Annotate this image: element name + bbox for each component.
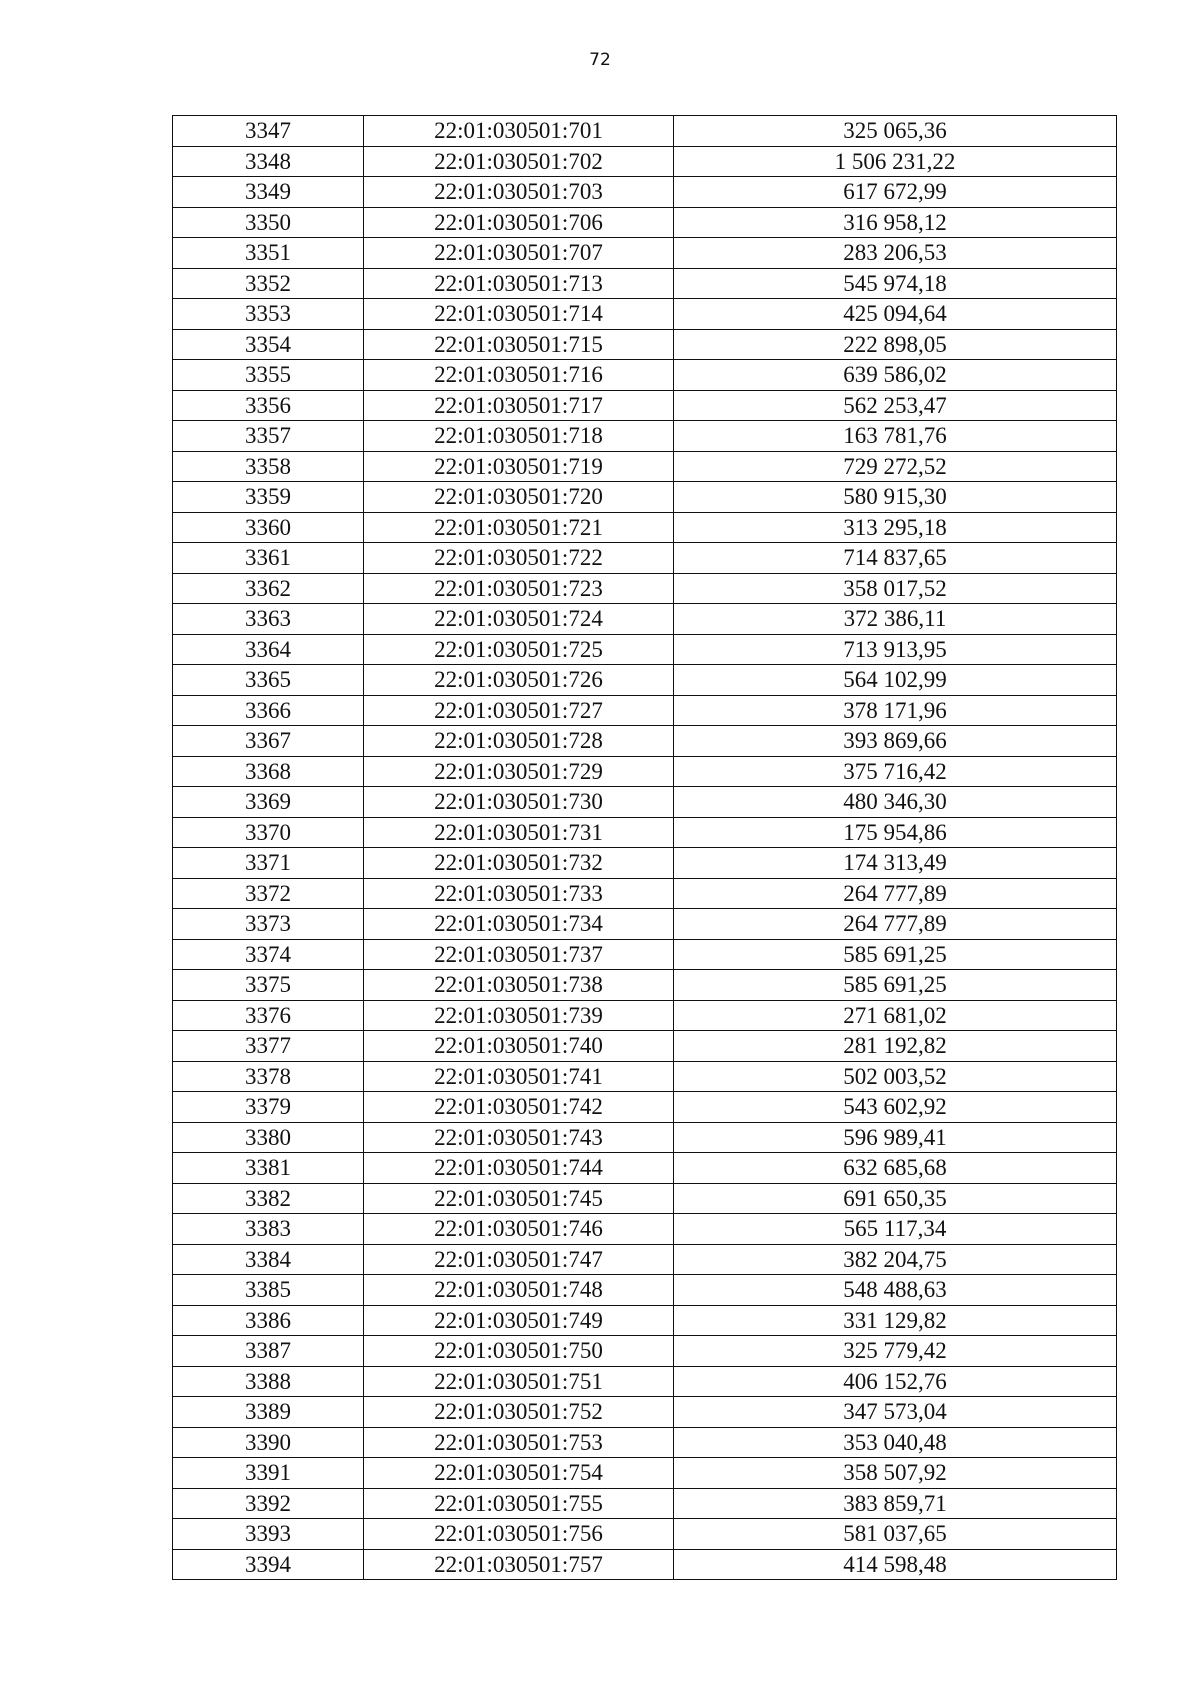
cadastral-value-cell: 358 017,52 bbox=[674, 573, 1117, 604]
row-number-cell: 3354 bbox=[173, 329, 364, 360]
table-row bbox=[173, 970, 1117, 1001]
cadastral-number-cell: 22:01:030501:748 bbox=[364, 1275, 674, 1306]
cadastral-number-cell: 22:01:030501:728 bbox=[364, 726, 674, 757]
cadastral-value-cell: 174 313,49 bbox=[674, 848, 1117, 879]
row-number-cell: 3365 bbox=[173, 665, 364, 696]
table-row bbox=[173, 665, 1117, 696]
cadastral-value-cell: 264 777,89 bbox=[674, 909, 1117, 940]
row-number-cell: 3390 bbox=[173, 1427, 364, 1458]
table-row bbox=[173, 329, 1117, 360]
row-number-cell: 3391 bbox=[173, 1458, 364, 1489]
table-row bbox=[173, 451, 1117, 482]
cadastral-value-cell: 347 573,04 bbox=[674, 1397, 1117, 1428]
table-row bbox=[173, 726, 1117, 757]
cadastral-value-cell: 264 777,89 bbox=[674, 878, 1117, 909]
row-number-cell: 3392 bbox=[173, 1488, 364, 1519]
cadastral-value-cell: 691 650,35 bbox=[674, 1183, 1117, 1214]
cadastral-value-cell: 545 974,18 bbox=[674, 268, 1117, 299]
cadastral-number-cell: 22:01:030501:740 bbox=[364, 1031, 674, 1062]
table-row bbox=[173, 421, 1117, 452]
table-row bbox=[173, 299, 1117, 330]
row-number-cell: 3353 bbox=[173, 299, 364, 330]
row-number-cell: 3383 bbox=[173, 1214, 364, 1245]
cadastral-value-cell: 632 685,68 bbox=[674, 1153, 1117, 1184]
cadastral-number-cell: 22:01:030501:706 bbox=[364, 207, 674, 238]
cadastral-number-cell: 22:01:030501:713 bbox=[364, 268, 674, 299]
cadastral-value-cell: 325 779,42 bbox=[674, 1336, 1117, 1367]
cadastral-number-cell: 22:01:030501:739 bbox=[364, 1000, 674, 1031]
cadastral-number-cell: 22:01:030501:744 bbox=[364, 1153, 674, 1184]
table-row bbox=[173, 817, 1117, 848]
table-row bbox=[173, 1122, 1117, 1153]
table-row bbox=[173, 1366, 1117, 1397]
cadastral-number-cell: 22:01:030501:707 bbox=[364, 238, 674, 269]
cadastral-value-cell: 543 602,92 bbox=[674, 1092, 1117, 1123]
row-number-cell: 3379 bbox=[173, 1092, 364, 1123]
cadastral-number-cell: 22:01:030501:702 bbox=[364, 146, 674, 177]
cadastral-number-cell: 22:01:030501:734 bbox=[364, 909, 674, 940]
cadastral-number-cell: 22:01:030501:722 bbox=[364, 543, 674, 574]
cadastral-number-cell: 22:01:030501:720 bbox=[364, 482, 674, 513]
cadastral-value-cell: 596 989,41 bbox=[674, 1122, 1117, 1153]
table-row bbox=[173, 1549, 1117, 1580]
row-number-cell: 3360 bbox=[173, 512, 364, 543]
cadastral-value-cell: 353 040,48 bbox=[674, 1427, 1117, 1458]
cadastral-number-cell: 22:01:030501:743 bbox=[364, 1122, 674, 1153]
cadastral-number-cell: 22:01:030501:756 bbox=[364, 1519, 674, 1550]
row-number-cell: 3372 bbox=[173, 878, 364, 909]
cadastral-number-cell: 22:01:030501:742 bbox=[364, 1092, 674, 1123]
cadastral-number-cell: 22:01:030501:749 bbox=[364, 1305, 674, 1336]
cadastral-number-cell: 22:01:030501:746 bbox=[364, 1214, 674, 1245]
cadastral-value-cell: 565 117,34 bbox=[674, 1214, 1117, 1245]
cadastral-value-cell: 406 152,76 bbox=[674, 1366, 1117, 1397]
cadastral-value-table bbox=[172, 115, 1117, 1580]
cadastral-value-cell: 1 506 231,22 bbox=[674, 146, 1117, 177]
cadastral-value-cell: 283 206,53 bbox=[674, 238, 1117, 269]
cadastral-number-cell: 22:01:030501:731 bbox=[364, 817, 674, 848]
row-number-cell: 3363 bbox=[173, 604, 364, 635]
cadastral-value-cell: 425 094,64 bbox=[674, 299, 1117, 330]
row-number-cell: 3380 bbox=[173, 1122, 364, 1153]
row-number-cell: 3388 bbox=[173, 1366, 364, 1397]
cadastral-value-cell: 383 859,71 bbox=[674, 1488, 1117, 1519]
table-row bbox=[173, 1244, 1117, 1275]
cadastral-number-cell: 22:01:030501:751 bbox=[364, 1366, 674, 1397]
table-row bbox=[173, 1336, 1117, 1367]
table-row bbox=[173, 604, 1117, 635]
row-number-cell: 3347 bbox=[173, 116, 364, 147]
table-row bbox=[173, 512, 1117, 543]
cadastral-number-cell: 22:01:030501:726 bbox=[364, 665, 674, 696]
table-row bbox=[173, 573, 1117, 604]
cadastral-number-cell: 22:01:030501:747 bbox=[364, 1244, 674, 1275]
cadastral-number-cell: 22:01:030501:750 bbox=[364, 1336, 674, 1367]
table-body bbox=[173, 116, 1117, 1580]
page-number: 72 bbox=[589, 50, 611, 70]
row-number-cell: 3382 bbox=[173, 1183, 364, 1214]
cadastral-value-cell: 480 346,30 bbox=[674, 787, 1117, 818]
cadastral-number-cell: 22:01:030501:724 bbox=[364, 604, 674, 635]
table-row bbox=[173, 1000, 1117, 1031]
table-row bbox=[173, 1519, 1117, 1550]
cadastral-value-cell: 548 488,63 bbox=[674, 1275, 1117, 1306]
table-row bbox=[173, 1305, 1117, 1336]
table-row bbox=[173, 116, 1117, 147]
cadastral-value-cell: 714 837,65 bbox=[674, 543, 1117, 574]
table-row bbox=[173, 238, 1117, 269]
cadastral-number-cell: 22:01:030501:752 bbox=[364, 1397, 674, 1428]
cadastral-value-cell: 564 102,99 bbox=[674, 665, 1117, 696]
cadastral-number-cell: 22:01:030501:703 bbox=[364, 177, 674, 208]
table-row bbox=[173, 878, 1117, 909]
table-row bbox=[173, 1092, 1117, 1123]
row-number-cell: 3356 bbox=[173, 390, 364, 421]
table-row bbox=[173, 482, 1117, 513]
table-row bbox=[173, 1397, 1117, 1428]
table-row bbox=[173, 1488, 1117, 1519]
cadastral-value-cell: 271 681,02 bbox=[674, 1000, 1117, 1031]
row-number-cell: 3376 bbox=[173, 1000, 364, 1031]
row-number-cell: 3371 bbox=[173, 848, 364, 879]
cadastral-number-cell: 22:01:030501:733 bbox=[364, 878, 674, 909]
cadastral-value-cell: 414 598,48 bbox=[674, 1549, 1117, 1580]
cadastral-number-cell: 22:01:030501:725 bbox=[364, 634, 674, 665]
row-number-cell: 3374 bbox=[173, 939, 364, 970]
row-number-cell: 3348 bbox=[173, 146, 364, 177]
cadastral-value-cell: 617 672,99 bbox=[674, 177, 1117, 208]
cadastral-value-cell: 382 204,75 bbox=[674, 1244, 1117, 1275]
table-row bbox=[173, 177, 1117, 208]
row-number-cell: 3359 bbox=[173, 482, 364, 513]
cadastral-number-cell: 22:01:030501:714 bbox=[364, 299, 674, 330]
table-row bbox=[173, 360, 1117, 391]
table-row bbox=[173, 268, 1117, 299]
cadastral-number-cell: 22:01:030501:737 bbox=[364, 939, 674, 970]
table-row bbox=[173, 207, 1117, 238]
cadastral-value-cell: 375 716,42 bbox=[674, 756, 1117, 787]
row-number-cell: 3394 bbox=[173, 1549, 364, 1580]
cadastral-value-cell: 316 958,12 bbox=[674, 207, 1117, 238]
cadastral-number-cell: 22:01:030501:738 bbox=[364, 970, 674, 1001]
row-number-cell: 3381 bbox=[173, 1153, 364, 1184]
row-number-cell: 3357 bbox=[173, 421, 364, 452]
row-number-cell: 3373 bbox=[173, 909, 364, 940]
cadastral-number-cell: 22:01:030501:723 bbox=[364, 573, 674, 604]
row-number-cell: 3364 bbox=[173, 634, 364, 665]
cadastral-value-cell: 639 586,02 bbox=[674, 360, 1117, 391]
cadastral-number-cell: 22:01:030501:719 bbox=[364, 451, 674, 482]
row-number-cell: 3375 bbox=[173, 970, 364, 1001]
cadastral-number-cell: 22:01:030501:701 bbox=[364, 116, 674, 147]
table-row bbox=[173, 1214, 1117, 1245]
cadastral-value-cell: 313 295,18 bbox=[674, 512, 1117, 543]
row-number-cell: 3358 bbox=[173, 451, 364, 482]
table-row bbox=[173, 634, 1117, 665]
cadastral-number-cell: 22:01:030501:729 bbox=[364, 756, 674, 787]
cadastral-number-cell: 22:01:030501:715 bbox=[364, 329, 674, 360]
cadastral-value-cell: 393 869,66 bbox=[674, 726, 1117, 757]
table-row bbox=[173, 848, 1117, 879]
row-number-cell: 3370 bbox=[173, 817, 364, 848]
table-row bbox=[173, 1061, 1117, 1092]
table-row bbox=[173, 909, 1117, 940]
cadastral-value-cell: 372 386,11 bbox=[674, 604, 1117, 635]
cadastral-value-cell: 713 913,95 bbox=[674, 634, 1117, 665]
cadastral-number-cell: 22:01:030501:718 bbox=[364, 421, 674, 452]
table-row bbox=[173, 543, 1117, 574]
row-number-cell: 3355 bbox=[173, 360, 364, 391]
row-number-cell: 3352 bbox=[173, 268, 364, 299]
row-number-cell: 3366 bbox=[173, 695, 364, 726]
row-number-cell: 3368 bbox=[173, 756, 364, 787]
cadastral-value-cell: 358 507,92 bbox=[674, 1458, 1117, 1489]
cadastral-value-cell: 222 898,05 bbox=[674, 329, 1117, 360]
cadastral-number-cell: 22:01:030501:754 bbox=[364, 1458, 674, 1489]
cadastral-number-cell: 22:01:030501:755 bbox=[364, 1488, 674, 1519]
cadastral-value-cell: 502 003,52 bbox=[674, 1061, 1117, 1092]
table-row bbox=[173, 787, 1117, 818]
cadastral-number-cell: 22:01:030501:721 bbox=[364, 512, 674, 543]
table-row bbox=[173, 756, 1117, 787]
cadastral-number-cell: 22:01:030501:753 bbox=[364, 1427, 674, 1458]
cadastral-number-cell: 22:01:030501:716 bbox=[364, 360, 674, 391]
cadastral-number-cell: 22:01:030501:732 bbox=[364, 848, 674, 879]
cadastral-value-cell: 163 781,76 bbox=[674, 421, 1117, 452]
cadastral-value-cell: 729 272,52 bbox=[674, 451, 1117, 482]
table-row bbox=[173, 390, 1117, 421]
cadastral-number-cell: 22:01:030501:727 bbox=[364, 695, 674, 726]
cadastral-value-cell: 580 915,30 bbox=[674, 482, 1117, 513]
cadastral-value-cell: 562 253,47 bbox=[674, 390, 1117, 421]
row-number-cell: 3369 bbox=[173, 787, 364, 818]
cadastral-number-cell: 22:01:030501:745 bbox=[364, 1183, 674, 1214]
row-number-cell: 3393 bbox=[173, 1519, 364, 1550]
cadastral-number-cell: 22:01:030501:717 bbox=[364, 390, 674, 421]
row-number-cell: 3389 bbox=[173, 1397, 364, 1428]
row-number-cell: 3387 bbox=[173, 1336, 364, 1367]
row-number-cell: 3362 bbox=[173, 573, 364, 604]
row-number-cell: 3351 bbox=[173, 238, 364, 269]
row-number-cell: 3349 bbox=[173, 177, 364, 208]
table-row bbox=[173, 146, 1117, 177]
cadastral-number-cell: 22:01:030501:741 bbox=[364, 1061, 674, 1092]
table-row bbox=[173, 1031, 1117, 1062]
cadastral-number-cell: 22:01:030501:730 bbox=[364, 787, 674, 818]
table-row bbox=[173, 1458, 1117, 1489]
row-number-cell: 3361 bbox=[173, 543, 364, 574]
table-row bbox=[173, 1275, 1117, 1306]
table-row bbox=[173, 1153, 1117, 1184]
table-row bbox=[173, 939, 1117, 970]
row-number-cell: 3378 bbox=[173, 1061, 364, 1092]
table-row bbox=[173, 1427, 1117, 1458]
cadastral-value-cell: 325 065,36 bbox=[674, 116, 1117, 147]
row-number-cell: 3386 bbox=[173, 1305, 364, 1336]
cadastral-value-cell: 581 037,65 bbox=[674, 1519, 1117, 1550]
cadastral-value-cell: 585 691,25 bbox=[674, 939, 1117, 970]
row-number-cell: 3350 bbox=[173, 207, 364, 238]
row-number-cell: 3377 bbox=[173, 1031, 364, 1062]
cadastral-value-cell: 281 192,82 bbox=[674, 1031, 1117, 1062]
cadastral-number-cell: 22:01:030501:757 bbox=[364, 1549, 674, 1580]
row-number-cell: 3385 bbox=[173, 1275, 364, 1306]
row-number-cell: 3384 bbox=[173, 1244, 364, 1275]
cadastral-value-cell: 585 691,25 bbox=[674, 970, 1117, 1001]
row-number-cell: 3367 bbox=[173, 726, 364, 757]
table-row bbox=[173, 695, 1117, 726]
cadastral-value-cell: 331 129,82 bbox=[674, 1305, 1117, 1336]
cadastral-value-cell: 175 954,86 bbox=[674, 817, 1117, 848]
cadastral-value-cell: 378 171,96 bbox=[674, 695, 1117, 726]
table-row bbox=[173, 1183, 1117, 1214]
